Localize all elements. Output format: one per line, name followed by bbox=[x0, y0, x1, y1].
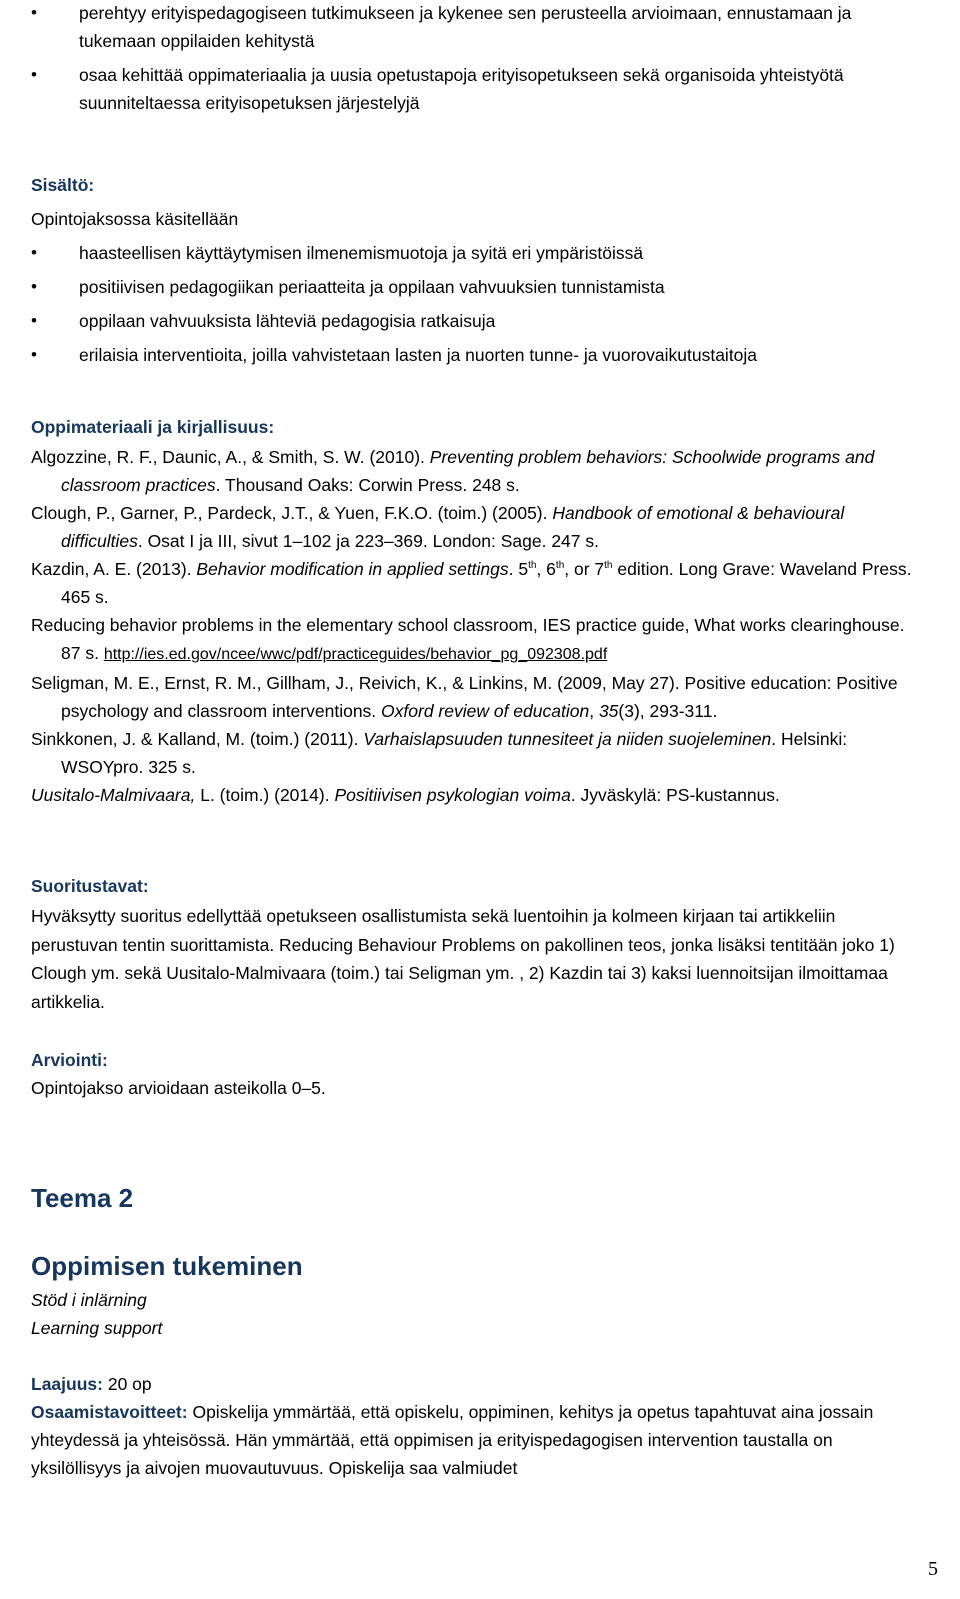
ref-author: Uusitalo-Malmivaara, bbox=[31, 785, 196, 805]
laajuus-value: 20 op bbox=[102, 1374, 152, 1394]
reference-item bbox=[31, 781, 921, 809]
top-bullet-list bbox=[0, 0, 900, 117]
course-title: Oppimisen tukeminen bbox=[31, 1251, 303, 1281]
ref-title: Oxford review of education bbox=[381, 701, 590, 721]
section-intro: Opintojaksossa käsitellään bbox=[31, 209, 239, 229]
course-section bbox=[31, 1251, 921, 1482]
section-arviointi bbox=[31, 1046, 921, 1102]
ref-text: , bbox=[589, 701, 599, 721]
content-list bbox=[0, 239, 931, 369]
ref-text: Reducing behavior problems in the elementary school classroom, IES practice guide, What works clearinghouse. 87 s. bbox=[31, 615, 905, 663]
osaamistavoitteet bbox=[31, 1398, 921, 1482]
reference-item bbox=[31, 669, 921, 725]
section-heading: Oppimateriaali ja kirjallisuus: bbox=[31, 417, 275, 437]
section-text: Opintojakso arvioidaan asteikolla 0–5. bbox=[31, 1078, 326, 1098]
reference-item bbox=[31, 443, 921, 499]
list-item: • oppilaan vahvuuksista lähteviä pedagogisia ratkaisuja bbox=[0, 307, 931, 335]
theme-heading: Teema 2 bbox=[31, 1183, 134, 1213]
ref-title: Behavior modification in applied settings bbox=[196, 559, 509, 579]
ref-text: L. (toim.) (2014). bbox=[195, 785, 335, 805]
osaamis-label: Osaamistavoitteet: bbox=[31, 1402, 188, 1422]
list-item: • osaa kehittää oppimateriaalia ja uusia opetustapoja erityisopetukseen sekä organisoida yhteistyötä suunniteltaessa erityisopetuksen järjestelyjä bbox=[0, 61, 909, 117]
section-sisalto bbox=[31, 171, 931, 369]
superscript: th bbox=[604, 560, 613, 572]
list-item: • positiivisen pedagogiikan periaatteita ja oppilaan vahvuuksien tunnistamista bbox=[0, 273, 931, 301]
reference-item bbox=[31, 611, 921, 669]
ref-text: . Thousand Oaks: Corwin Press. 248 s. bbox=[215, 475, 520, 495]
ref-text: , 6 bbox=[536, 559, 556, 579]
ref-text: Algozzine, R. F., Daunic, A., & Smith, S. W. (2010). bbox=[31, 447, 430, 467]
section-heading: Arviointi: bbox=[31, 1050, 108, 1070]
superscript: th bbox=[528, 560, 537, 572]
ref-volume: 35 bbox=[598, 701, 619, 721]
section-heading: Suoritustavat: bbox=[31, 876, 149, 896]
ref-text: . Jyväskylä: PS-kustannus. bbox=[570, 785, 780, 805]
course-title-swedish: Stöd i inlärning bbox=[31, 1290, 147, 1310]
ref-title: Handbook of emotional & behavioural difficulties bbox=[61, 503, 845, 551]
reference-link[interactable]: http://ies.ed.gov/ncee/wwc/pdf/practiceguides/behavior_pg_092308.pdf bbox=[103, 646, 608, 663]
ref-title: Preventing problem behaviors: Schoolwide programs and classroom practices bbox=[61, 447, 875, 495]
reference-item bbox=[31, 725, 921, 781]
superscript: th bbox=[555, 560, 565, 572]
reference-item bbox=[31, 499, 921, 555]
section-heading: Sisältö: bbox=[31, 175, 95, 195]
ref-text: , or 7 bbox=[564, 559, 605, 579]
list-item: • erilaisia interventioita, joilla vahvistetaan lasten ja nuorten tunne- ja vuorovaikutustaitoja bbox=[0, 341, 931, 369]
reference-item bbox=[31, 555, 921, 611]
osaamis-text: Opiskelija ymmärtää, että opiskelu, oppiminen, kehitys ja opetus tapahtuvat aina jossain yhteydessä ja yhteisössä. Hän ymmärtää, että oppimisen ja erityispedagogisen intervention taustalla on yksilöllisyys ja aivojen muovautuvuus. Opiskelija saa valmiudet bbox=[31, 1402, 874, 1478]
ref-text: Kazdin, A. E. (2013). bbox=[31, 559, 197, 579]
section-suoritustavat bbox=[31, 872, 921, 1016]
ref-text: (3), 293-311. bbox=[618, 701, 718, 721]
ref-text: Clough, P., Garner, P., Pardeck, J.T., & Yuen, F.K.O. (toim.) (2005). bbox=[31, 503, 553, 523]
page-number: 5 bbox=[928, 1558, 938, 1580]
ref-text: . Osat I ja III, sivut 1–102 ja 223–369. London: Sage. 247 s. bbox=[137, 531, 599, 551]
ref-title: Varhaislapsuuden tunnesiteet ja niiden suojeleminen bbox=[363, 729, 772, 749]
laajuus-label: Laajuus: bbox=[31, 1374, 103, 1394]
section-text: Hyväksytty suoritus edellyttää opetukseen osallistumista sekä luentoihin ja kolmeen kirjaan tai artikkeliin perustuvan tentin suorittamista. Reducing Behaviour Problems on pakollinen teos, jonka lisäksi tentitään joko 1) Clough ym. sekä Uusitalo-Malmivaara (toim.) tai Seligman ym. , 2) Kazdin tai 3) kaksi luennoitsijan ilmoittamaa artikkelia. bbox=[31, 906, 895, 1012]
section-materiaali bbox=[31, 413, 921, 809]
list-item: • haasteellisen käyttäytymisen ilmenemismuotoja ja syitä eri ympäristöissä bbox=[0, 239, 931, 267]
ref-title: Positiivisen psykologian voima bbox=[334, 785, 571, 805]
laajuus-row bbox=[31, 1370, 921, 1398]
ref-text: edition. Long Grave: Waveland Press. 465 s. bbox=[61, 559, 912, 607]
ref-text: . Helsinki: WSOYpro. 325 s. bbox=[61, 729, 848, 777]
ref-text: Seligman, M. E., Ernst, R. M., Gillham, J., Reivich, K., & Linkins, M. (2009, May 27). Positive education: Positive psychology and classroom interventions. bbox=[31, 673, 898, 721]
list-item: • perehtyy erityispedagogiseen tutkimukseen ja kykenee sen perusteella arvioimaan, ennustamaan ja tukemaan oppilaiden kehitystä bbox=[0, 0, 909, 55]
ref-text: . 5 bbox=[508, 559, 529, 579]
ref-text: Sinkkonen, J. & Kalland, M. (toim.) (2011). bbox=[31, 729, 364, 749]
course-title-english: Learning support bbox=[31, 1318, 163, 1338]
